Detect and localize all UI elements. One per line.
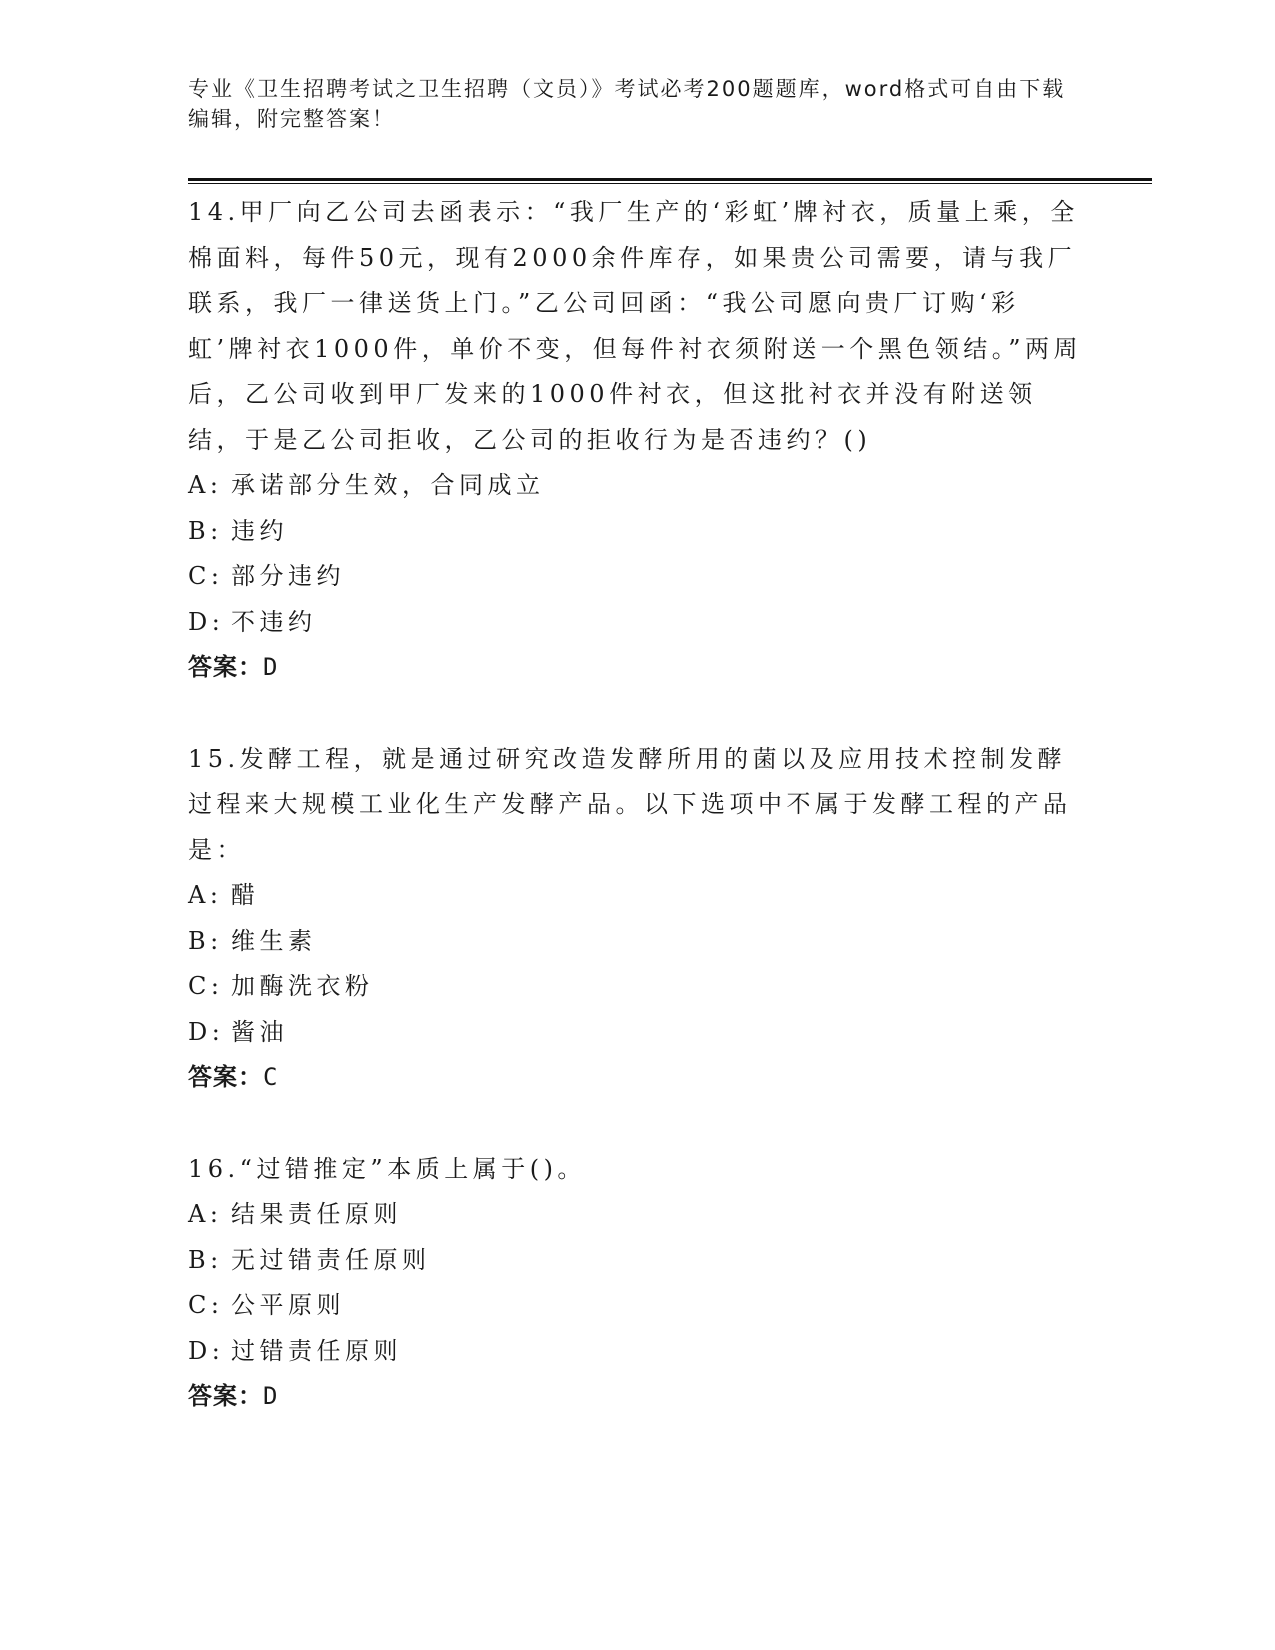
option-text: 过错责任原则 (231, 1336, 402, 1365)
option-c (188, 964, 1088, 1010)
question-14 (188, 190, 1088, 691)
option-letter: D: (188, 607, 225, 636)
option-letter: C: (188, 562, 224, 590)
option-letter: A: (188, 881, 223, 909)
answer-value: D (263, 653, 279, 681)
option-text: 无过错责任原则 (231, 1245, 431, 1274)
answer-line (188, 1055, 1088, 1101)
option-text: 酱油 (231, 1017, 288, 1046)
answer-label: 答案： (188, 653, 263, 681)
option-text: 结果责任原则 (231, 1200, 402, 1228)
option-letter: D: (188, 1017, 225, 1046)
option-letter: A: (188, 471, 223, 499)
option-text: 部分违约 (231, 562, 345, 590)
option-letter: B: (188, 926, 223, 955)
header-divider-thin (188, 183, 1152, 184)
question-spacer (188, 1101, 1088, 1147)
option-c (188, 554, 1088, 600)
question-stem: 14.甲厂向乙公司去函表示：“我厂生产的‘彩虹’牌衬衣，质量上乘，全棉面料，每件50元，现有2000余件库存，如果贵公司需要，请与我厂联系，我厂一律送货上门。”乙公司回函：“我公司愿向贵厂订购‘彩虹’牌衬衣1000件，单价不变，但每件衬衣须附送一个黑色领结。”两周后，乙公司收到甲厂发来的1000件衬衣，但这批衬衣并没有附送领结，于是乙公司拒收，乙公司的拒收行为是否违约？() (188, 198, 1082, 454)
question-list (188, 190, 1088, 1420)
option-letter: C: (188, 1291, 224, 1319)
option-text: 违约 (231, 516, 288, 545)
header-divider-thick (188, 178, 1152, 181)
option-text: 醋 (231, 881, 260, 909)
option-letter: C: (188, 972, 224, 1000)
question-stem: 15.发酵工程，就是通过研究改造发酵所用的菌以及应用技术控制发酵过程来大规模工业化生产发酵产品。以下选项中不属于发酵工程的产品是： (188, 744, 1072, 864)
answer-value: C (263, 1063, 279, 1091)
option-letter: D: (188, 1336, 225, 1365)
answer-label: 答案： (188, 1382, 263, 1410)
option-letter: B: (188, 516, 223, 545)
answer-label: 答案： (188, 1063, 263, 1091)
question-stem: 16.“过错推定”本质上属于()。 (188, 1154, 586, 1183)
option-letter: B: (188, 1245, 223, 1274)
question-15 (188, 737, 1088, 1101)
option-text: 维生素 (231, 926, 317, 955)
option-text: 加酶洗衣粉 (231, 972, 374, 1000)
option-text: 不违约 (231, 607, 317, 636)
option-b (188, 509, 1088, 555)
question-16 (188, 1147, 1088, 1420)
option-b (188, 919, 1088, 965)
answer-line (188, 1374, 1088, 1420)
question-spacer (188, 691, 1088, 737)
option-b (188, 1238, 1088, 1284)
document-header: 专业《卫生招聘考试之卫生招聘（文员）》考试必考200题题库，word格式可自由下载编辑，附完整答案！ (188, 77, 1066, 131)
option-d (188, 1329, 1088, 1375)
option-a (188, 463, 1088, 509)
option-d (188, 600, 1088, 646)
option-text: 承诺部分生效，合同成立 (231, 471, 545, 499)
option-text: 公平原则 (231, 1291, 345, 1319)
option-c (188, 1283, 1088, 1329)
answer-line (188, 645, 1088, 691)
option-d (188, 1010, 1088, 1056)
option-letter: A: (188, 1200, 223, 1228)
option-a (188, 1192, 1088, 1238)
answer-value: D (263, 1382, 279, 1410)
option-a (188, 873, 1088, 919)
